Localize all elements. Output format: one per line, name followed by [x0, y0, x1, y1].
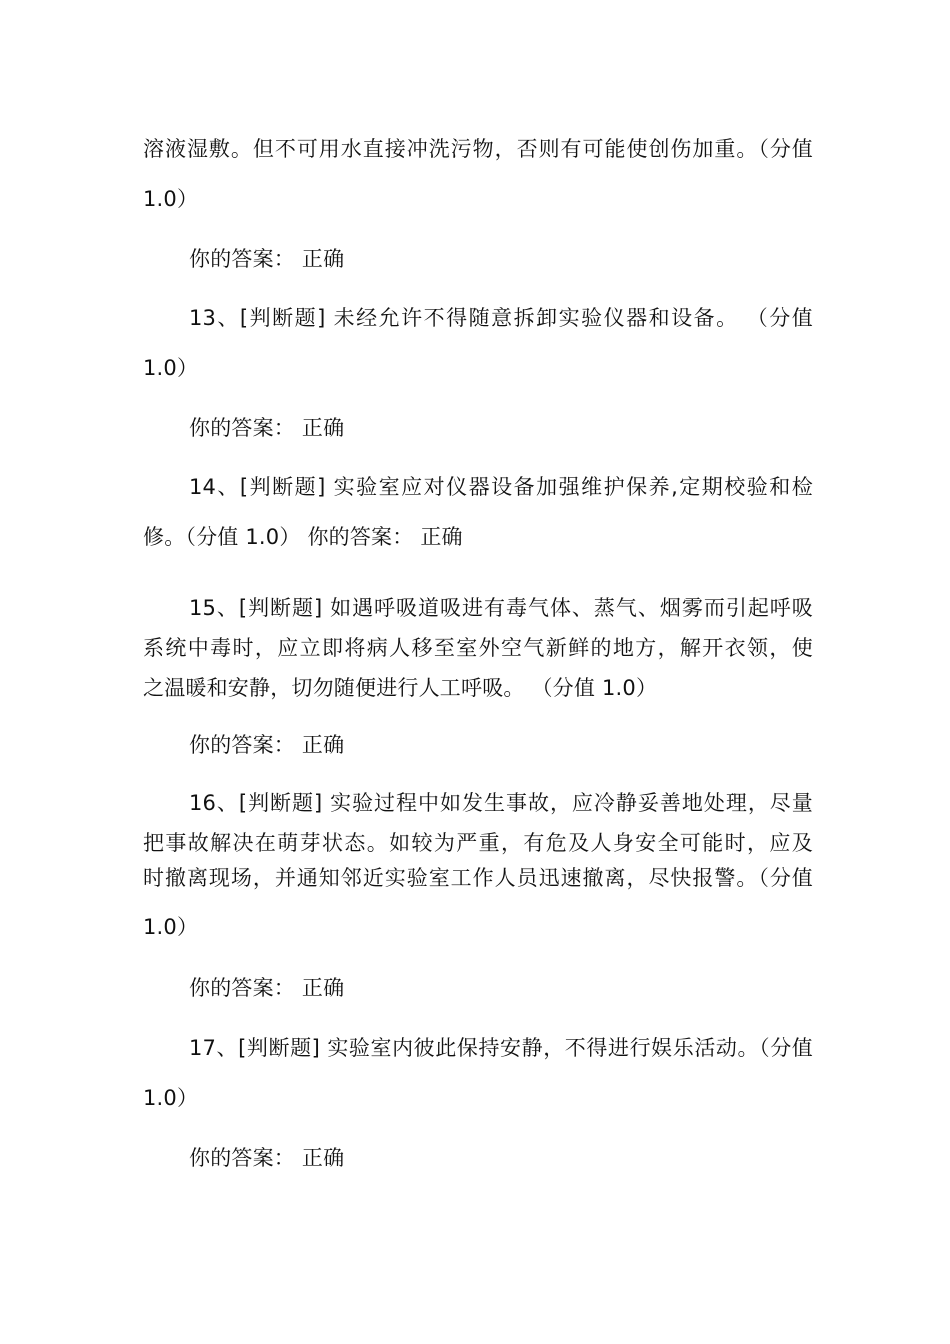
- q17-text-line-2: 1.0）: [143, 1086, 199, 1110]
- q15-answer: 你的答案： 正确: [189, 733, 345, 757]
- q13-text-line-2: 1.0）: [143, 356, 199, 380]
- q15-text-line-3: 之温暖和安静，切勿随便进行人工呼吸。 （分值 1.0）: [143, 676, 658, 700]
- q17-answer: 你的答案： 正确: [189, 1146, 345, 1170]
- q14-text-line-2: 修。（分值 1.0） 你的答案： 正确: [143, 525, 463, 549]
- q15-text-line-2: 系统中毒时，应立即将病人移至室外空气新鲜的地方，解开衣领，使: [143, 636, 813, 660]
- q15-text-line-1: 15、[判断题] 如遇呼吸道吸进有毒气体、蒸气、烟雾而引起呼吸: [189, 596, 813, 620]
- q12-text-line-1: 溶液湿敷。但不可用水直接冲洗污物，否则有可能使创伤加重。（分值: [143, 137, 813, 161]
- q14-text-line-1: 14、[判断题] 实验室应对仪器设备加强维护保养,定期校验和检: [189, 475, 813, 499]
- q16-text-line-3: 时撤离现场，并通知邻近实验室工作人员迅速撤离，尽快报警。（分值: [143, 866, 813, 890]
- q12-answer: 你的答案： 正确: [189, 247, 345, 271]
- q12-text-line-2: 1.0）: [143, 187, 199, 211]
- q16-text-line-2: 把事故解决在萌芽状态。如较为严重，有危及人身安全可能时，应及: [143, 831, 813, 855]
- q13-text-line-1: 13、[判断题] 未经允许不得随意拆卸实验仪器和设备。 （分值: [189, 306, 813, 330]
- q16-text-line-4: 1.0）: [143, 915, 199, 939]
- q13-answer: 你的答案： 正确: [189, 416, 345, 440]
- q16-answer: 你的答案： 正确: [189, 976, 345, 1000]
- q16-text-line-1: 16、[判断题] 实验过程中如发生事故，应冷静妥善地处理，尽量: [189, 791, 813, 815]
- q17-text-line-1: 17、[判断题] 实验室内彼此保持安静，不得进行娱乐活动。（分值: [189, 1036, 813, 1060]
